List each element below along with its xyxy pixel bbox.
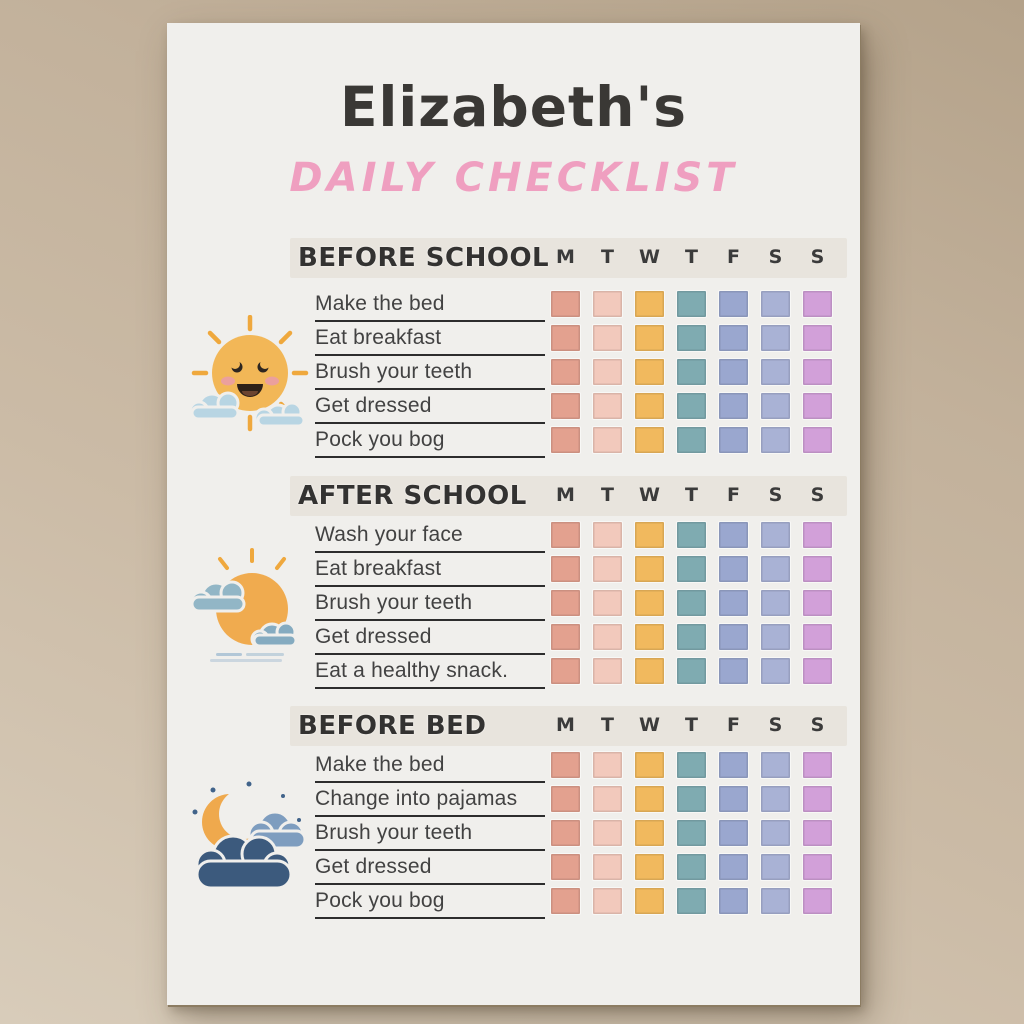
checkbox-cell[interactable] <box>593 786 622 812</box>
task-label: Make the bed <box>315 288 545 322</box>
task-label: Eat breakfast <box>315 553 545 587</box>
checkbox-cell[interactable] <box>719 888 748 914</box>
checkbox-cell[interactable] <box>761 820 790 846</box>
task-label: Brush your teeth <box>315 817 545 851</box>
checkbox-cell[interactable] <box>635 590 664 616</box>
checkbox-cell[interactable] <box>593 752 622 778</box>
day-header: S <box>810 246 825 268</box>
checkbox-cell[interactable] <box>803 393 832 419</box>
sun-behind-clouds-icon <box>190 547 310 672</box>
checkbox-cell[interactable] <box>719 624 748 650</box>
task-label: Make the bed <box>315 749 545 783</box>
section-header-band <box>290 706 847 746</box>
checkbox-cell[interactable] <box>719 556 748 582</box>
day-header: F <box>727 714 740 736</box>
checkbox-cell[interactable] <box>551 427 580 453</box>
checkbox-cell[interactable] <box>719 590 748 616</box>
checkbox-cell[interactable] <box>761 359 790 385</box>
day-header: M <box>556 484 575 506</box>
checkbox-cell[interactable] <box>677 522 706 548</box>
task-label: Change into pajamas <box>315 783 545 817</box>
checkbox-cell[interactable] <box>761 522 790 548</box>
checkbox-cell[interactable] <box>635 752 664 778</box>
day-header: W <box>639 246 660 268</box>
checkbox-cell[interactable] <box>593 427 622 453</box>
checkbox-cell[interactable] <box>551 291 580 317</box>
task-label: Get dressed <box>315 621 545 655</box>
task-label: Pock you bog <box>315 885 545 919</box>
checkbox-cell[interactable] <box>677 820 706 846</box>
checkbox-cell[interactable] <box>551 820 580 846</box>
checkbox-cell[interactable] <box>635 658 664 684</box>
checkbox-cell[interactable] <box>677 888 706 914</box>
checkbox-cell[interactable] <box>761 786 790 812</box>
checkbox-cell[interactable] <box>593 556 622 582</box>
day-header: S <box>768 484 783 506</box>
task-label: Wash your face <box>315 519 545 553</box>
checkbox-cell[interactable] <box>593 291 622 317</box>
task-label: Eat a healthy snack. <box>315 655 545 689</box>
checkbox-cell[interactable] <box>677 752 706 778</box>
checkbox-cell[interactable] <box>635 359 664 385</box>
day-header: M <box>556 246 575 268</box>
day-header: T <box>685 714 698 736</box>
checkbox-cell[interactable] <box>677 427 706 453</box>
checkbox-cell[interactable] <box>635 820 664 846</box>
task-label: Get dressed <box>315 390 545 424</box>
checkbox-cell[interactable] <box>677 393 706 419</box>
day-header: T <box>685 246 698 268</box>
checkbox-cell[interactable] <box>593 888 622 914</box>
checkbox-cell[interactable] <box>803 786 832 812</box>
checkbox-cell[interactable] <box>803 291 832 317</box>
checkbox-cell[interactable] <box>593 658 622 684</box>
sun-smiling-icon <box>190 315 310 450</box>
checkbox-cell[interactable] <box>551 752 580 778</box>
checkbox-cell[interactable] <box>677 590 706 616</box>
checkbox-cell[interactable] <box>635 427 664 453</box>
checkbox-cell[interactable] <box>803 359 832 385</box>
checkbox-cell[interactable] <box>593 522 622 548</box>
day-header: W <box>639 714 660 736</box>
checkbox-cell[interactable] <box>551 624 580 650</box>
checkbox-cell[interactable] <box>803 427 832 453</box>
checkbox-cell[interactable] <box>593 590 622 616</box>
checkbox-cell[interactable] <box>593 624 622 650</box>
section-header-band <box>290 476 847 516</box>
checkbox-cell[interactable] <box>803 658 832 684</box>
checkbox-cell[interactable] <box>551 786 580 812</box>
checkbox-cell[interactable] <box>551 359 580 385</box>
page-subtitle: DAILY CHECKLIST <box>289 155 738 201</box>
checkbox-cell[interactable] <box>761 854 790 880</box>
checkbox-cell[interactable] <box>677 624 706 650</box>
checkbox-cell[interactable] <box>719 359 748 385</box>
checkbox-cell[interactable] <box>719 393 748 419</box>
day-header: W <box>639 484 660 506</box>
task-label: Get dressed <box>315 851 545 885</box>
checkbox-cell[interactable] <box>677 359 706 385</box>
checkbox-cell[interactable] <box>719 752 748 778</box>
task-label: Brush your teeth <box>315 356 545 390</box>
task-label: Brush your teeth <box>315 587 545 621</box>
day-header: T <box>685 484 698 506</box>
checkbox-cell[interactable] <box>677 291 706 317</box>
checkbox-cell[interactable] <box>635 522 664 548</box>
day-header: M <box>556 714 575 736</box>
checkbox-cell[interactable] <box>719 658 748 684</box>
checkbox-cell[interactable] <box>761 393 790 419</box>
checkbox-cell[interactable] <box>677 556 706 582</box>
checkbox-cell[interactable] <box>677 854 706 880</box>
checkbox-cell[interactable] <box>761 590 790 616</box>
checkbox-cell[interactable] <box>593 820 622 846</box>
checkbox-cell[interactable] <box>719 820 748 846</box>
day-header: T <box>601 246 614 268</box>
checkbox-cell[interactable] <box>761 752 790 778</box>
moon-clouds-icon <box>183 776 315 908</box>
day-header: T <box>601 484 614 506</box>
section-title: BEFORE SCHOOL <box>298 243 550 273</box>
checkbox-cell[interactable] <box>551 888 580 914</box>
checklist-poster <box>167 23 860 1005</box>
checkbox-cell[interactable] <box>593 325 622 351</box>
checkbox-cell[interactable] <box>635 888 664 914</box>
checkbox-cell[interactable] <box>719 786 748 812</box>
checkbox-cell[interactable] <box>803 325 832 351</box>
checkbox-cell[interactable] <box>677 325 706 351</box>
checkbox-cell[interactable] <box>761 291 790 317</box>
checkbox-cell[interactable] <box>635 854 664 880</box>
checkbox-cell[interactable] <box>803 752 832 778</box>
checkbox-cell[interactable] <box>803 888 832 914</box>
day-header: S <box>768 714 783 736</box>
checkbox-cell[interactable] <box>761 325 790 351</box>
checkbox-cell[interactable] <box>803 820 832 846</box>
checkbox-cell[interactable] <box>593 393 622 419</box>
day-header: S <box>810 714 825 736</box>
checkbox-cell[interactable] <box>593 359 622 385</box>
checkbox-cell[interactable] <box>803 556 832 582</box>
day-header: F <box>727 246 740 268</box>
checkbox-cell[interactable] <box>551 556 580 582</box>
checkbox-cell[interactable] <box>719 325 748 351</box>
section-title: BEFORE BED <box>298 711 487 741</box>
checkbox-cell[interactable] <box>635 786 664 812</box>
checkbox-cell[interactable] <box>803 590 832 616</box>
section-title: AFTER SCHOOL <box>298 481 527 511</box>
checkbox-cell[interactable] <box>803 522 832 548</box>
task-label: Eat breakfast <box>315 322 545 356</box>
checkbox-cell[interactable] <box>635 556 664 582</box>
checkbox-cell[interactable] <box>719 522 748 548</box>
checkbox-cell[interactable] <box>803 624 832 650</box>
day-header: T <box>601 714 614 736</box>
checkbox-cell[interactable] <box>635 325 664 351</box>
checkbox-cell[interactable] <box>761 658 790 684</box>
checkbox-cell[interactable] <box>551 590 580 616</box>
checkbox-cell[interactable] <box>635 624 664 650</box>
task-label: Pock you bog <box>315 424 545 458</box>
checkbox-cell[interactable] <box>551 854 580 880</box>
day-header: F <box>727 484 740 506</box>
checkbox-cell[interactable] <box>677 786 706 812</box>
checkbox-cell[interactable] <box>551 658 580 684</box>
checkbox-cell[interactable] <box>719 427 748 453</box>
checkbox-cell[interactable] <box>677 658 706 684</box>
checkbox-cell[interactable] <box>635 291 664 317</box>
checkbox-cell[interactable] <box>761 427 790 453</box>
checkbox-cell[interactable] <box>551 393 580 419</box>
checkbox-cell[interactable] <box>593 854 622 880</box>
checkbox-cell[interactable] <box>551 325 580 351</box>
checkbox-cell[interactable] <box>761 624 790 650</box>
section-header-band <box>290 238 847 278</box>
checkbox-cell[interactable] <box>803 854 832 880</box>
checkbox-cell[interactable] <box>635 393 664 419</box>
checkbox-cell[interactable] <box>761 556 790 582</box>
page-title: Elizabeth's <box>339 75 688 139</box>
day-header: S <box>768 246 783 268</box>
checkbox-cell[interactable] <box>719 854 748 880</box>
checkbox-cell[interactable] <box>551 522 580 548</box>
checkbox-cell[interactable] <box>719 291 748 317</box>
day-header: S <box>810 484 825 506</box>
checkbox-cell[interactable] <box>761 888 790 914</box>
